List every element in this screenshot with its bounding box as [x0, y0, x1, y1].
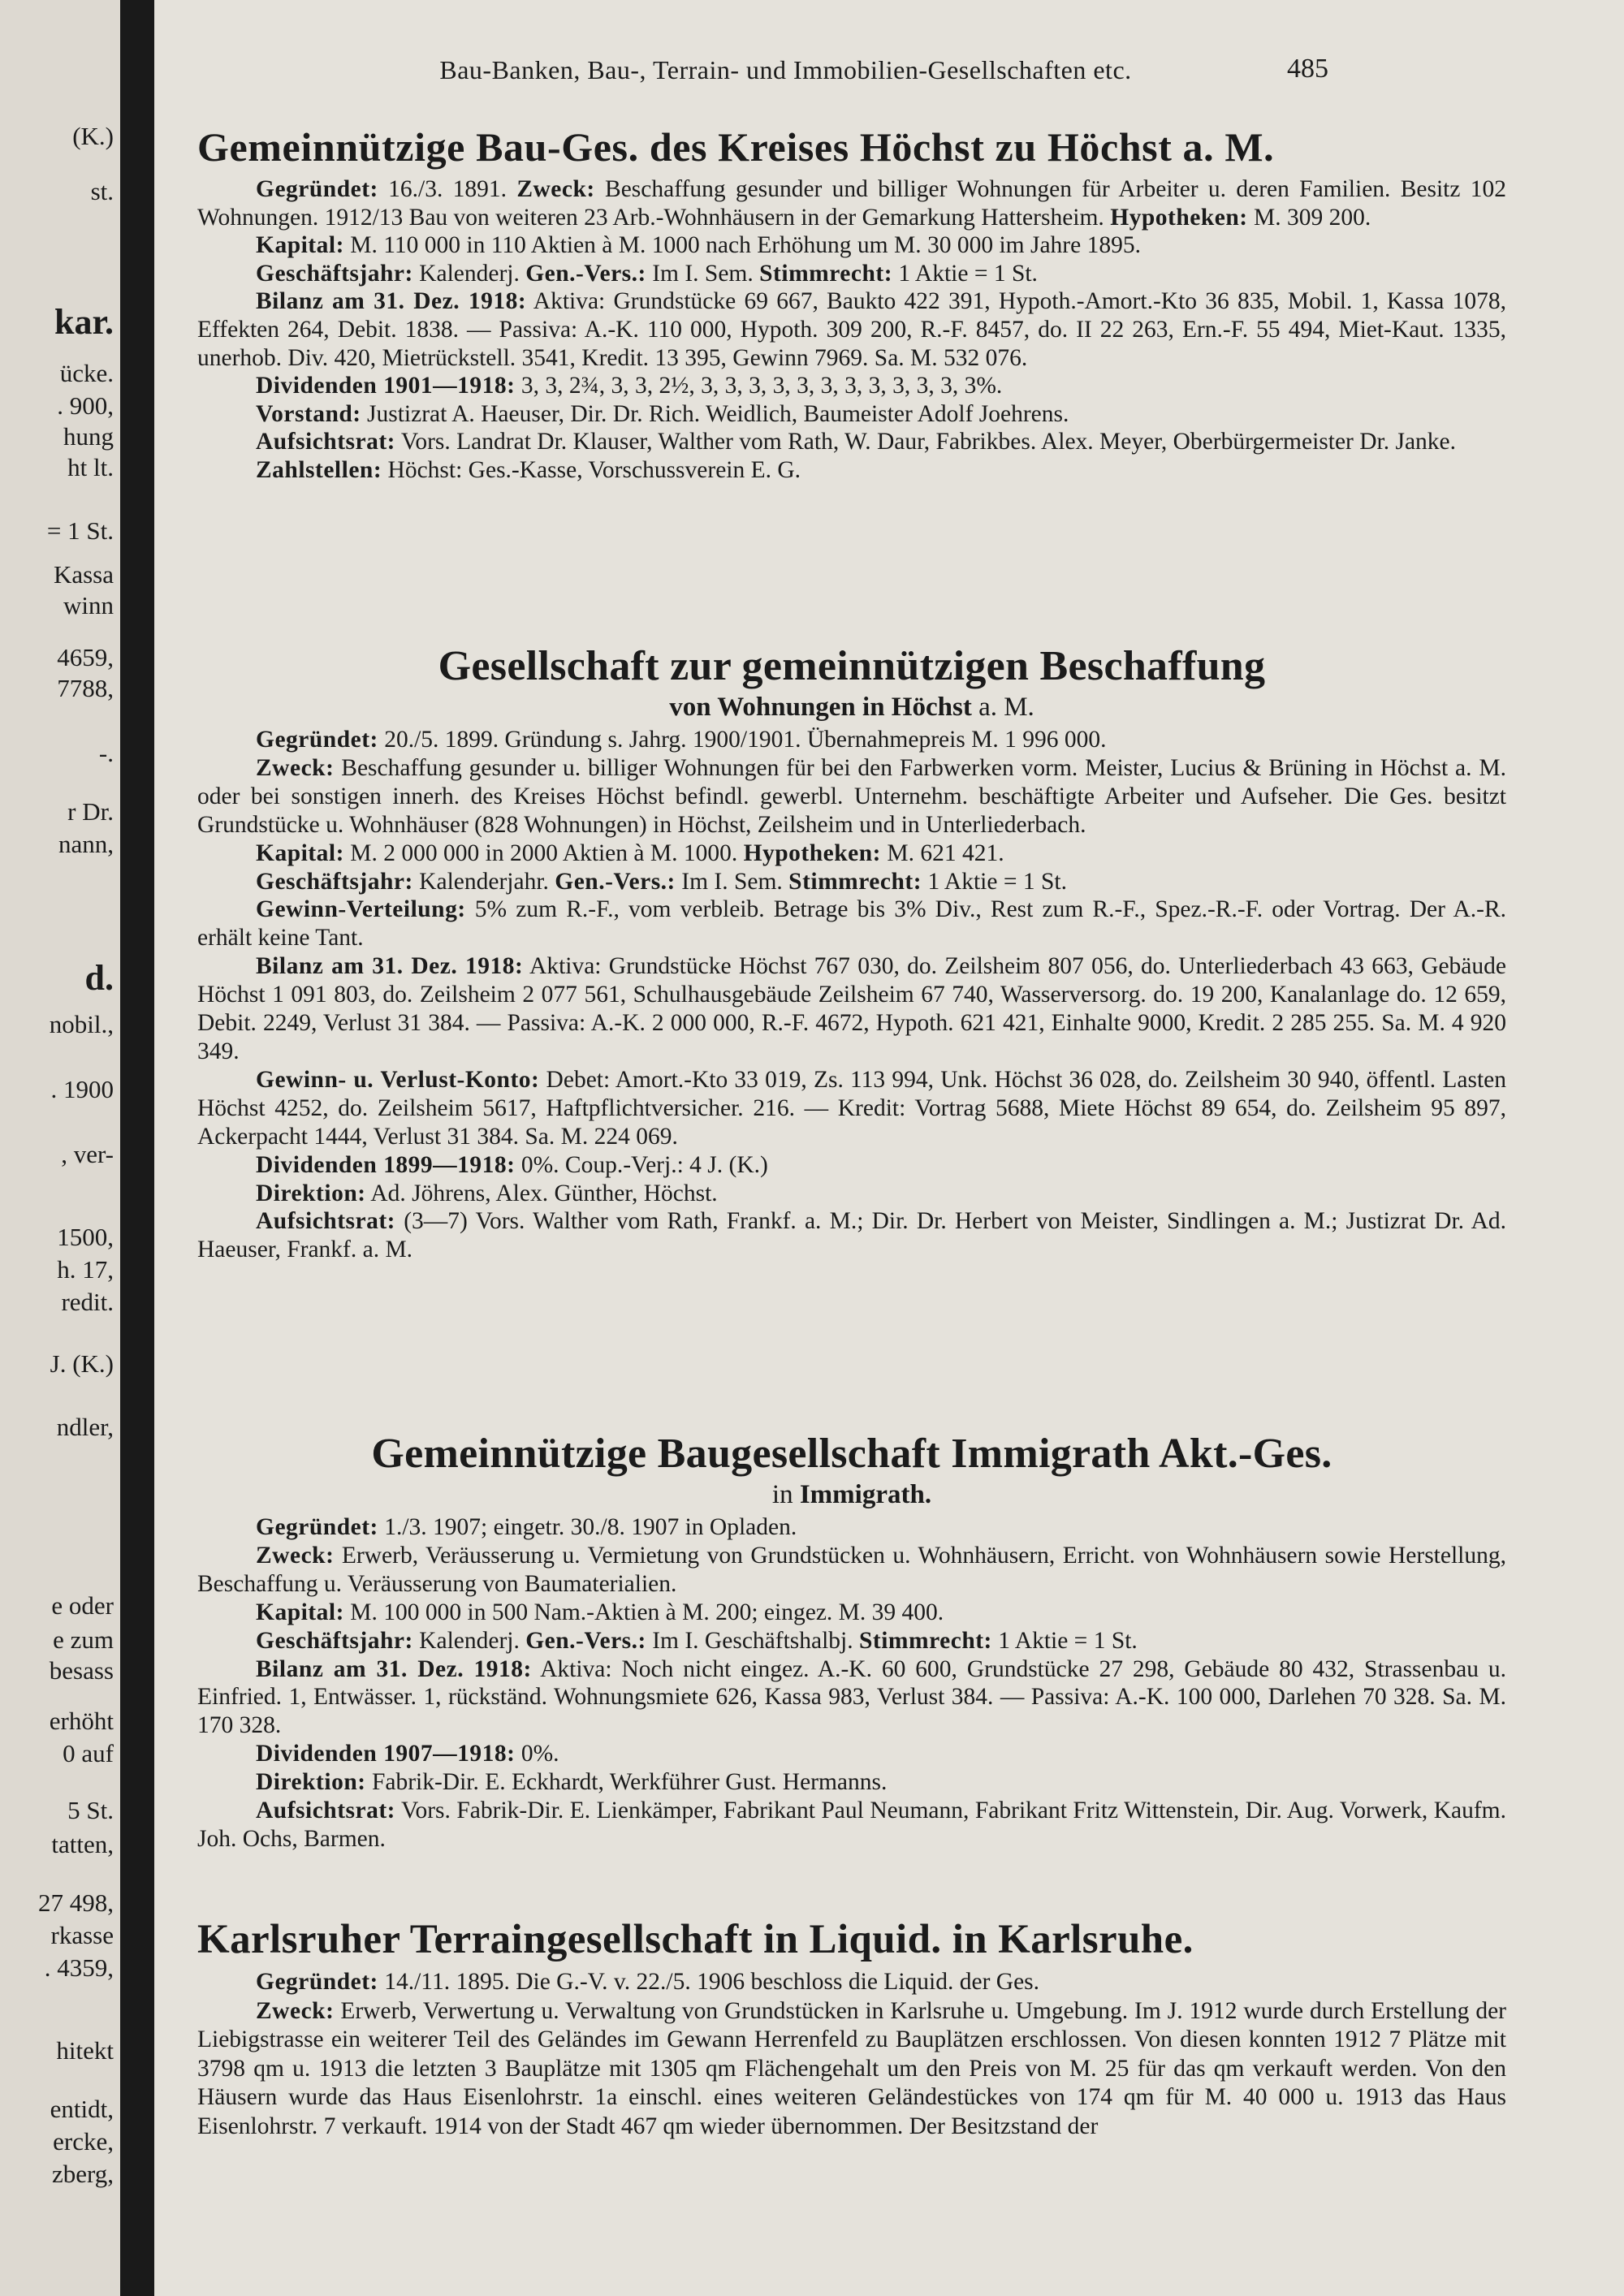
- margin-fragment: 4659,: [57, 643, 114, 671]
- paragraph-founded: Gegründet: 14./11. 1895. Die G.-V. v. 22./5. 1906 beschloss die Liquid. der Ges.: [256, 1969, 1040, 1995]
- margin-fragment: (K.): [72, 122, 114, 150]
- entry-body: [197, 1513, 1506, 1854]
- margin-fragment: hung: [63, 422, 114, 451]
- paragraph-purpose: Zweck: Erwerb, Verwertung u. Verwaltung von Grundstücken in Karlsruhe u. Umgebung. Im J. 1912 wurde durch Erstellung der Liebigstrasse ein weiterer Teil des Geländes im Gewann Herrenfeld zu Bauplätzen erschlossen. Von diesen konnten 1912 7 Plätze mit 3798 qm u. 1913 die letzten 3 Bauplätze mit 1305 qm Flächengehalt um den Preis von M. 25 für das qm verkauft werden. Von den Häusern wurde das Haus Eisenlohrstr. 1a einschl. eines weiteren Geländestückes von 174 qm für M. 40 000 u. 1913 das Haus Eisenlohrstr. 7 verkauft. 1914 von der Stadt 467 qm wieder übernommen. Der Besitzstand der: [197, 1997, 1506, 2139]
- margin-fragment: 7788,: [57, 674, 114, 702]
- margin-fragment: e oder: [51, 1591, 114, 1620]
- margin-fragment: d.: [84, 958, 114, 998]
- margin-fragment: rkasse: [50, 1921, 114, 1949]
- entry-subtitle: von Wohnungen in Höchst a. M.: [669, 693, 1034, 722]
- margin-fragment: besass: [49, 1656, 114, 1685]
- entry-body: [197, 175, 1506, 485]
- margin-fragment: , ver-: [61, 1140, 114, 1168]
- entry-karlsruher-terraingesellschaft: [197, 1914, 1506, 2142]
- paragraph-fiscal-year: Geschäftsjahr: Kalenderjahr. Gen.-Vers.: Im I. Sem. Stimmrecht: 1 Aktie = 1 St.: [256, 868, 1067, 895]
- paragraph-profit-loss: Gewinn- u. Verlust-Konto: Debet: Amort.-Kto 33 019, Zs. 113 994, Unk. Höchst 36 028, do. Zeilsheim 30 940, öffentl. Lasten Höchst 4252, do. Zeilsheim 5617, Haftpflichtversicher. 216. — Kredit: Vortrag 5688, Miete Höchst 89 654, do. Zeilsheim 95 897, Ackerpacht 1444, Verlust 31 384. Sa. M. 224 069.: [197, 1066, 1506, 1150]
- label-founded: Gegründet:: [256, 176, 378, 202]
- page-gutter: [120, 0, 154, 2296]
- paragraph-purpose: Zweck: Beschaffung gesunder u. billiger Wohnungen für bei den Farbwerken vorm. Meister, Lucius & Brüning in Höchst a. M. oder bei sonstigen innerh. des Kreises Höchst befindl. gewerbl. Unternehm. beschäftigte Arbeiter und Aufseher. Die Ges. besitzt Grundstücke u. Wohnhäuser (828 Wohnungen) in Höchst, Zeilsheim und in Unterliederbach.: [197, 754, 1506, 838]
- entry-gesellschaft-gemeinnuetzige-beschaffung: [197, 641, 1506, 1264]
- margin-fragment: winn: [63, 591, 114, 619]
- paragraph-capital: Kapital: M. 2 000 000 in 2000 Aktien à M. 1000. Hypotheken: M. 621 421.: [256, 839, 1004, 866]
- margin-fragment: . 900,: [57, 391, 114, 420]
- margin-fragment: 0 auf: [63, 1739, 114, 1767]
- margin-fragment: entidt,: [50, 2095, 114, 2123]
- margin-fragment: 27 498,: [38, 1888, 114, 1917]
- paragraph-supervisory-board: Aufsichtsrat: (3—7) Vors. Walther vom Rath, Frankf. a. M.; Dir. Dr. Herbert von Meister, Sindlingen a. M.; Justizrat Dr. Ad. Haeuser, Frankf. a. M.: [197, 1208, 1506, 1263]
- margin-fragment: nann,: [58, 830, 114, 858]
- paragraph-capital: Kapital: M. 100 000 in 500 Nam.-Aktien à M. 200; eingez. M. 39 400.: [256, 1599, 944, 1625]
- margin-fragment: . 4359,: [44, 1953, 114, 1982]
- entry-title: Karlsruher Terraingesellschaft in Liquid. in Karlsruhe.: [197, 1917, 1194, 1962]
- running-head: Bau-Banken, Bau-, Terrain- und Immobilien-Gesellschaften etc.: [439, 55, 1132, 84]
- margin-fragment: ücke.: [59, 359, 114, 387]
- paragraph-balance-sheet: Bilanz am 31. Dez. 1918: Aktiva: Grundstücke Höchst 767 030, do. Zeilsheim 807 056, do. Unterliederbach 43 663, Gebäude Höchst 1 091 803, do. Zeilsheim 2 077 561, Schulhausgebäude Zeilsheim 67 740, Wasserversorg. do. 19 200, Kanalanlage do. 12 659, Debit. 2249, Verlust 31 384. — Passiva: A.-K. 2 000 000, R.-F. 4672, Hypoth. 621 421, Einhalte 9000, Kredit. 2 285 255. Sa. M. 4 920 349.: [197, 953, 1506, 1064]
- entry-body: [197, 1968, 1506, 2142]
- paragraph-founded: Gegründet: 20./5. 1899. Gründung s. Jahrg. 1900/1901. Übernahmepreis M. 1 996 000.: [256, 727, 1107, 753]
- paragraph-supervisory-board: Aufsichtsrat: Vors. Fabrik-Dir. E. Lienkämper, Fabrikant Paul Neumann, Fabrikant Fritz Wittenstein, Dir. Aug. Vorwerk, Kaufm. Joh. Ochs, Barmen.: [197, 1798, 1506, 1852]
- paragraph-supervisory-board: Aufsichtsrat: Vors. Landrat Dr. Klauser, Walther vom Rath, W. Daur, Fabrikbes. Alex. Meyer, Oberbürgermeister Dr. Janke.: [256, 429, 1457, 455]
- entry-body: [197, 726, 1506, 1264]
- paragraph-fiscal-year: Geschäftsjahr: Kalenderj. Gen.-Vers.: Im I. Sem. Stimmrecht: 1 Aktie = 1 St.: [256, 260, 1038, 287]
- page-number: 485: [1287, 54, 1328, 84]
- margin-fragment: r Dr.: [67, 797, 114, 826]
- margin-fragment: nobil.,: [49, 1010, 114, 1038]
- paragraph-founded-purpose: Gegründet: 16./3. 1891. Zweck: Beschaffung gesunder und billiger Wohnungen für Arbeiter u. deren Familien. Besitz 102 Wohnungen. 1912/13 Bau von weiteren 23 Arb.-Wohnhäusern in der Gemarkung Hattersheim. Hypotheken: M. 309 200.: [197, 176, 1506, 231]
- margin-fragment: hitekt: [56, 2036, 114, 2065]
- entry-title: Gemeinnützige Baugesellschaft Immigrath Akt.-Ges.: [371, 1431, 1332, 1477]
- paragraph-paying-agents: Zahlstellen: Höchst: Ges.-Kasse, Vorschussverein E. G.: [256, 456, 801, 483]
- adjacent-page-fragment: [0, 0, 120, 2296]
- paragraph-fiscal-year: Geschäftsjahr: Kalenderj. Gen.-Vers.: Im I. Geschäftshalbj. Stimmrecht: 1 Aktie = 1 St.: [256, 1627, 1138, 1654]
- paragraph-purpose: Zweck: Erwerb, Veräusserung u. Vermietung von Grundstücken u. Wohnhäusern, Erricht. von Wohnhäusern sowie Herstellung, Beschaffung u. Veräusserung von Baumaterialien.: [197, 1542, 1506, 1597]
- margin-fragment: ndler,: [56, 1413, 114, 1441]
- margin-fragment: = 1 St.: [46, 516, 114, 545]
- margin-fragment: 1500,: [57, 1223, 114, 1251]
- paragraph-balance-sheet: Bilanz am 31. Dez. 1918: Aktiva: Grundstücke 69 667, Baukto 422 391, Hypoth.-Amort.-Kto 36 835, Mobil. 1, Kassa 1078, Effekten 264, Debit. 1838. — Passiva: A.-K. 110 000, Hypoth. 309 200, R.-F. 8457, do. II 22 263, Ern.-F. 55 494, Miet-Kaut. 1335, unerhob. Div. 420, Mietrückstell. 3541, Kredit. 13 395, Gewinn 7969. Sa. M. 532 076.: [197, 288, 1506, 371]
- margin-fragment: . 1900: [50, 1075, 114, 1103]
- entry-title: Gesellschaft zur gemeinnützigen Beschaffung: [438, 643, 1266, 689]
- margin-fragment: st.: [90, 177, 114, 205]
- paragraph-dividends: Dividenden 1901—1918: 3, 3, 2¾, 3, 3, 2½, 3, 3, 3, 3, 3, 3, 3, 3, 3, 3, 3, 3%.: [256, 373, 1003, 399]
- margin-fragment: Kassa: [53, 560, 114, 589]
- entry-title: Gemeinnützige Bau-Ges. des Kreises Höchst zu Höchst a. M.: [197, 124, 1275, 170]
- paragraph-board: Vorstand: Justizrat A. Haeuser, Dir. Dr. Rich. Weidlich, Baumeister Adolf Joehrens.: [256, 400, 1069, 427]
- entry-gemeinnuetzige-bau-ges-hoechst: [197, 122, 1506, 485]
- paragraph-dividends: Dividenden 1907—1918: 0%.: [256, 1741, 559, 1767]
- margin-fragment: -.: [98, 739, 114, 767]
- margin-fragment: J. (K.): [50, 1349, 114, 1378]
- margin-fragment: ht lt.: [67, 453, 114, 481]
- paragraph-profit-distribution: Gewinn-Verteilung: 5% zum R.-F., vom verbleib. Betrage bis 3% Div., Rest zum R.-F., Spez.-R.-F. oder Vortrag. Der A.-R. erhält keine Tant.: [197, 896, 1506, 952]
- paragraph-balance-sheet: Bilanz am 31. Dez. 1918: Aktiva: Noch nicht eingez. A.-K. 60 600, Grundstücke 27 298, Gebäude 80 432, Strassenbau u. Einfried. 1, Entwässer. 1, rückständ. Wohnungsmiete 626, Kassa 983, Verlust 384. — Passiva: A.-K. 100 000, Darlehen 70 328. Sa. M. 170 328.: [197, 1655, 1506, 1739]
- label-purpose: Zweck:: [516, 176, 595, 202]
- paragraph-dividends: Dividenden 1899—1918: 0%. Coup.-Verj.: 4 J. (K.): [256, 1151, 768, 1178]
- margin-fragment: zberg,: [51, 2160, 114, 2188]
- margin-fragment: kar.: [54, 302, 114, 342]
- margin-fragment: tatten,: [51, 1830, 114, 1858]
- paragraph-capital: Kapital: M. 110 000 in 110 Aktien à M. 1000 nach Erhöhung um M. 30 000 im Jahre 1895.: [256, 232, 1141, 259]
- paragraph-founded: Gegründet: 1./3. 1907; eingetr. 30./8. 1907 in Opladen.: [256, 1514, 797, 1540]
- margin-fragment: e zum: [53, 1625, 114, 1654]
- margin-fragment: 5 St.: [67, 1796, 114, 1824]
- margin-fragment: h. 17,: [57, 1255, 114, 1284]
- margin-fragment: erhöht: [49, 1707, 114, 1735]
- label-mortgages: Hypotheken:: [1110, 204, 1248, 231]
- paragraph-management: Direktion: Ad. Jöhrens, Alex. Günther, Höchst.: [256, 1180, 718, 1206]
- entry-baugesellschaft-immigrath: [197, 1429, 1506, 1854]
- margin-fragment: ercke,: [53, 2127, 114, 2156]
- entry-subtitle: in Immigrath.: [771, 1480, 932, 1509]
- paragraph-management: Direktion: Fabrik-Dir. E. Eckhardt, Werkführer Gust. Hermanns.: [256, 1769, 888, 1796]
- margin-fragment: redit.: [61, 1288, 114, 1316]
